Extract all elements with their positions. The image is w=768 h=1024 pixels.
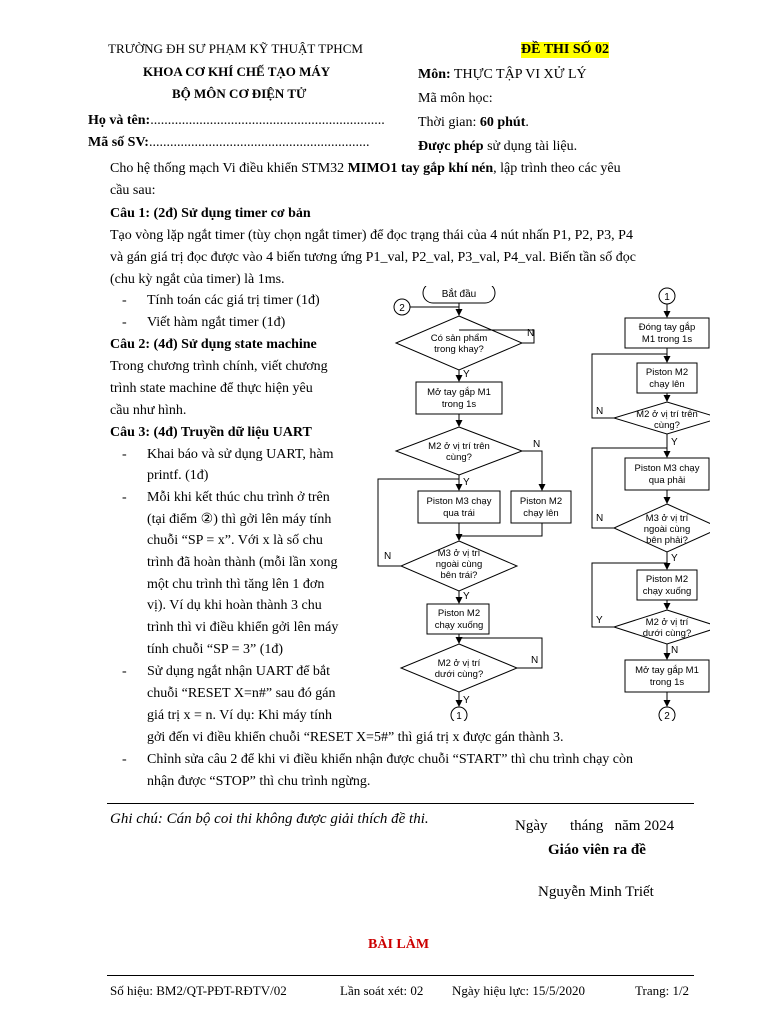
q3-b2-line: (tại điểm ②) thì gởi lên máy tính <box>147 512 332 527</box>
yes-label: Y <box>463 695 470 706</box>
decision-text: dưới cùng? <box>434 669 484 680</box>
intro-line-2: cầu sau: <box>110 183 156 198</box>
materials-label: Được phép <box>418 139 484 154</box>
subject-value: THỰC TẬP VI XỬ LÝ <box>453 67 587 82</box>
teacher-title: Giáo viên ra đề <box>548 842 646 858</box>
decision-text: bên phải? <box>646 535 688 546</box>
date-line: Ngày tháng năm 2024 <box>515 818 675 834</box>
time-line <box>418 115 529 131</box>
student-name-line <box>88 113 385 129</box>
exam-title: ĐỀ THI SỐ 02 <box>521 42 610 57</box>
process-text: Mở tay gắp M1 <box>635 665 699 676</box>
process-text: chạy xuống <box>434 620 484 631</box>
decision-text: trong khay? <box>434 344 484 355</box>
footer-divider <box>107 975 694 976</box>
yes-label: Y <box>463 477 470 488</box>
q3-b3-line: gởi đến vi điều khiển chuỗi “RESET X=5#” thì giá trị x được gán thành 3. <box>147 730 564 745</box>
effective-date: Ngày hiệu lực: 15/5/2020 <box>452 983 586 998</box>
process-text: Piston M2 <box>645 367 689 378</box>
subject-line <box>418 67 587 83</box>
decision-text: cùng? <box>654 420 680 431</box>
yes-label: Y <box>463 591 470 602</box>
bullet-dash: - <box>122 293 127 308</box>
q3-b3-line: Sử dụng ngắt nhận UART để bắt <box>147 664 331 679</box>
subject-label: Môn: <box>418 67 451 82</box>
doc-code: Số hiệu: BM2/QT-PĐT-RĐTV/02 <box>110 983 287 998</box>
no-label: N <box>531 655 539 666</box>
intro-bold: MIMO1 tay gắp khí nén <box>347 161 494 176</box>
no-label: N <box>671 645 679 656</box>
time-value: 60 phút <box>479 115 526 130</box>
q1-line: Tạo vòng lặp ngắt timer (tùy chọn ngắt timer) để đọc trạng thái của 4 nút nhấn P1, P2, P3, P4 <box>110 228 633 243</box>
yes-label: Y <box>596 615 603 626</box>
bullet-dash: - <box>122 752 127 767</box>
q3-b1-line: Khai báo và sử dụng UART, hàm <box>147 447 334 462</box>
process-text: Piston M3 chạy <box>426 496 492 507</box>
bullet-dash: - <box>122 664 127 679</box>
intro-text-2: , lập trình theo các yêu <box>493 161 621 176</box>
teacher-name: Nguyễn Minh Triết <box>538 884 654 900</box>
divider-line <box>107 803 694 804</box>
process-text: Piston M3 chạy <box>634 463 700 474</box>
yes-label: Y <box>463 369 470 380</box>
decision-text: Có sản phẩm <box>430 333 488 344</box>
bullet-dash: - <box>122 447 127 462</box>
name-label: Họ và tên: <box>88 113 151 128</box>
start-label: Bắt đầu <box>441 289 477 300</box>
q3-b2-line: trình đã hoàn thành (mỗi lần xong <box>147 555 338 570</box>
no-label: N <box>384 551 392 562</box>
decision-text: ngoài cùng <box>643 524 691 535</box>
process-text: qua trái <box>443 508 475 519</box>
decision-text: cùng? <box>446 452 472 463</box>
q1-title: Câu 1: (2đ) Sử dụng timer cơ bản <box>110 206 311 221</box>
q3-title: Câu 3: (4đ) Truyền dữ liệu UART <box>110 425 312 440</box>
process-text: qua phải <box>648 475 686 486</box>
connector-1-label: 1 <box>664 292 670 303</box>
q3-b2-line: trình thì vi điều khiển gởi lên máy <box>147 620 339 635</box>
yes-label: Y <box>671 553 678 564</box>
revision: Lần soát xét: 02 <box>340 983 424 998</box>
decision-text: M3 ở vị trí <box>645 513 689 524</box>
process-text: Piston M2 <box>645 574 689 585</box>
intro-line-1 <box>110 161 621 177</box>
q1-line: (chu kỳ ngắt của timer) là 1ms. <box>110 272 285 287</box>
q2-title: Câu 2: (4đ) Sử dụng state machine <box>110 337 317 352</box>
time-end: . <box>525 115 529 130</box>
note-text: Ghi chú: Cán bộ coi thi không được giải thích đề thi. <box>110 811 429 827</box>
decision-text: M3 ở vị trí <box>437 548 481 559</box>
decision-text: M2 ở vị trí <box>437 658 481 669</box>
q3-b2-line: một chu trình thì tăng lên 1 đơn <box>147 577 325 592</box>
process-text: Piston M2 <box>519 496 563 507</box>
process-text: trong 1s <box>441 399 477 410</box>
work-title: BÀI LÀM <box>368 937 430 952</box>
no-label: N <box>533 439 541 450</box>
no-label: N <box>527 328 535 339</box>
faculty-name: KHOA CƠ KHÍ CHẾ TẠO MÁY <box>143 64 331 79</box>
q1-bullet: Tính toán các giá trị timer (1đ) <box>147 293 320 308</box>
connector-2-label: 2 <box>399 303 405 314</box>
bullet-dash: - <box>122 315 127 330</box>
q2-line: trình state machine để thực hiện yêu <box>110 381 313 396</box>
q3-b4-line: Chỉnh sửa câu 2 để khi vi điều khiển nhận được chuỗi “START” thì chu trình chạy còn <box>147 752 634 767</box>
process-text: Mở tay gắp M1 <box>427 387 491 398</box>
yes-label: Y <box>671 437 678 448</box>
student-id-line <box>88 135 369 151</box>
q3-b2-line: Mỗi khi kết thúc chu trình ở trên <box>147 490 330 505</box>
id-label: Mã số SV: <box>88 135 149 150</box>
q3-b2-line: vị). Ví dụ khi hoàn thành 3 chu <box>147 598 322 613</box>
decision-text: ngoài cùng <box>435 559 483 570</box>
process-text: M1 trong 1s <box>641 334 693 345</box>
id-dots: ............................................................... <box>148 135 370 150</box>
process-text: chạy xuống <box>642 586 692 597</box>
q3-b1-line: printf. (1đ) <box>147 468 209 483</box>
decision-text: bên trái? <box>440 570 478 581</box>
course-code: Mã môn học: <box>418 91 493 106</box>
connector-2-label: 2 <box>664 711 670 721</box>
no-label: N <box>596 406 604 417</box>
materials-value: sử dụng tài liệu. <box>487 139 578 154</box>
decision-text: M2 ở vị trí trên <box>636 409 698 420</box>
name-dots: ................................................................... <box>150 113 385 128</box>
page-number: Trang: 1/2 <box>635 983 690 998</box>
q1-line: và gán giá trị đọc được vào 4 biến tương ứng P1_val, P2_val, P3_val, P4_val. Biến tần số đọc <box>110 250 636 265</box>
q2-line: cầu như hình. <box>110 403 187 418</box>
q3-b2-line: tính chuỗi “SP = 3” (1đ) <box>147 642 284 657</box>
process-text: Đóng tay gắp <box>638 322 696 333</box>
decision-text: M2 ở vị trí trên <box>428 441 490 452</box>
time-label: Thời gian: <box>418 115 477 130</box>
q3-b3-line: giá trị x = n. Ví dụ: Khi máy tính <box>147 708 332 723</box>
q3-b4-line: nhận được “STOP” thì chu trình ngừng. <box>147 774 371 789</box>
connector-1-label: 1 <box>456 711 462 721</box>
intro-text: Cho hệ thống mạch Vi điều khiển STM32 <box>110 161 348 176</box>
decision-text: M2 ở vị trí <box>645 617 689 628</box>
process-text: trong 1s <box>649 677 685 688</box>
process-text: chạy lên <box>649 379 685 390</box>
department-name: BỘ MÔN CƠ ĐIỆN TỬ <box>172 86 307 101</box>
q3-b3-line: chuỗi “RESET X=n#” sau đó gán <box>147 686 336 701</box>
process-text: Piston M2 <box>437 608 481 619</box>
q3-b2-line: chuỗi “SP = x”. Với x là số chu <box>147 533 323 548</box>
decision-text: dưới cùng? <box>642 628 692 639</box>
q1-bullet: Viết hàm ngắt timer (1đ) <box>147 315 286 330</box>
bullet-dash: - <box>122 490 127 505</box>
no-label: N <box>596 513 604 524</box>
state-machine-flowchart <box>370 286 710 721</box>
q2-line: Trong chương trình chính, viết chương <box>110 359 328 374</box>
process-text: chạy lên <box>523 508 559 519</box>
school-name: TRƯỜNG ĐH SƯ PHẠM KỸ THUẬT TPHCM <box>108 41 363 56</box>
materials-line <box>418 139 577 155</box>
